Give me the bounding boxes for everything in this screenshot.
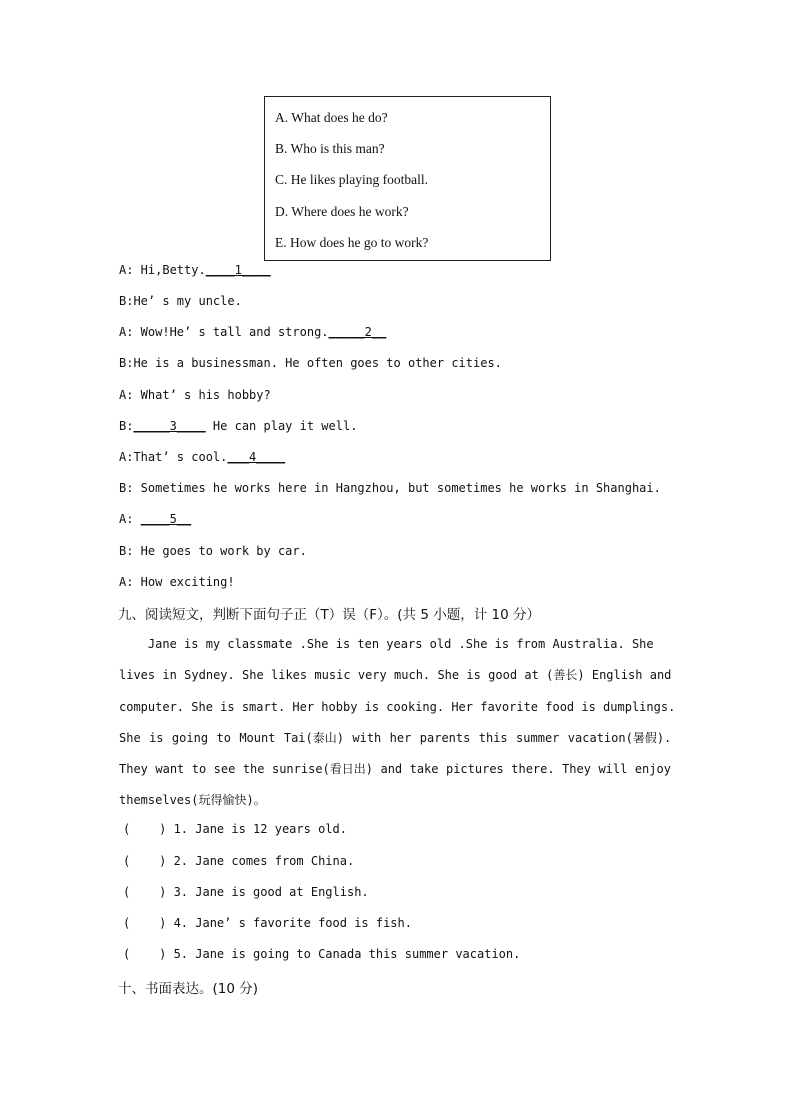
dialogue-text: A: How exciting! [119, 575, 235, 589]
option-b: B. Who is this man? [275, 141, 385, 156]
question-3: ( ) 3. Jane is good at English. [123, 885, 369, 899]
dialogue-line-9 [119, 512, 191, 526]
dialogue-text: B: [119, 419, 134, 433]
answer-blank-3: _____3____ [133, 419, 206, 433]
dialogue-text: B: He goes to work by car. [119, 544, 307, 558]
option-d: D. Where does he work? [275, 204, 409, 219]
dialogue-line-10 [119, 544, 307, 558]
dialogue-text: B:He’ s my uncle. [119, 294, 242, 308]
dialogue-text: B:He is a businessman. He often goes to other cities. [119, 356, 502, 370]
dialogue-text: B: Sometimes he works here in Hangzhou, but sometimes he works in Shanghai. [119, 481, 661, 495]
option-a: A. What does he do? [275, 110, 388, 125]
section-10-title: 十、书面表达。(10 分) [118, 981, 259, 997]
option-c: C. He likes playing football. [275, 172, 428, 187]
passage-line-1: Jane is my classmate .She is ten years old .She is from Australia. She [119, 637, 654, 651]
question-1: ( ) 1. Jane is 12 years old. [123, 822, 347, 836]
options-box [264, 96, 551, 261]
section-9-title: 九、阅读短文，判断下面句子正（T）误（F）。(共 5 小题，计 10 分） [118, 607, 540, 623]
dialogue-line-5 [119, 388, 271, 402]
dialogue-line-6 [119, 419, 357, 433]
dialogue-text: A: What’ s his hobby? [119, 388, 271, 402]
option-e: E. How does he go to work? [275, 235, 429, 250]
dialogue-line-8 [119, 481, 661, 495]
dialogue-text: A: Hi,Betty. [119, 263, 206, 277]
dialogue-line-7 [119, 450, 285, 464]
question-2: ( ) 2. Jane comes from China. [123, 854, 355, 868]
dialogue-text: A:That’ s cool. [119, 450, 228, 464]
question-5: ( ) 5. Jane is going to Canada this summer vacation. [123, 947, 521, 961]
answer-blank-2: _____2__ [328, 325, 387, 339]
dialogue-text: A: [119, 512, 141, 526]
answer-blank-1: ____1____ [205, 263, 271, 277]
dialogue-line-11 [119, 575, 235, 589]
question-4: ( ) 4. Jane’ s favorite food is fish. [123, 916, 412, 930]
passage-line-6: themselves(玩得愉快)。 [119, 793, 266, 807]
passage-line-2: lives in Sydney. She likes music very much. She is good at (善长) English and [119, 668, 672, 682]
dialogue-text: A: Wow!He’ s tall and strong. [119, 325, 329, 339]
passage-line-5: They want to see the sunrise(看日出) and take pictures there. They will enjoy [119, 762, 671, 776]
answer-blank-5: ____5__ [140, 512, 192, 526]
dialogue-line-2 [119, 294, 242, 308]
dialogue-line-4 [119, 356, 502, 370]
dialogue-line-1 [119, 263, 271, 277]
passage-line-4: She is going to Mount Tai(泰山) with her parents this summer vacation(暑假). [119, 731, 672, 745]
dialogue-text: He can play it well. [205, 419, 358, 433]
passage-line-3: computer. She is smart. Her hobby is cooking. Her favorite food is dumplings. [119, 700, 676, 714]
dialogue-line-3 [119, 325, 386, 339]
answer-blank-4: ___4____ [227, 450, 286, 464]
